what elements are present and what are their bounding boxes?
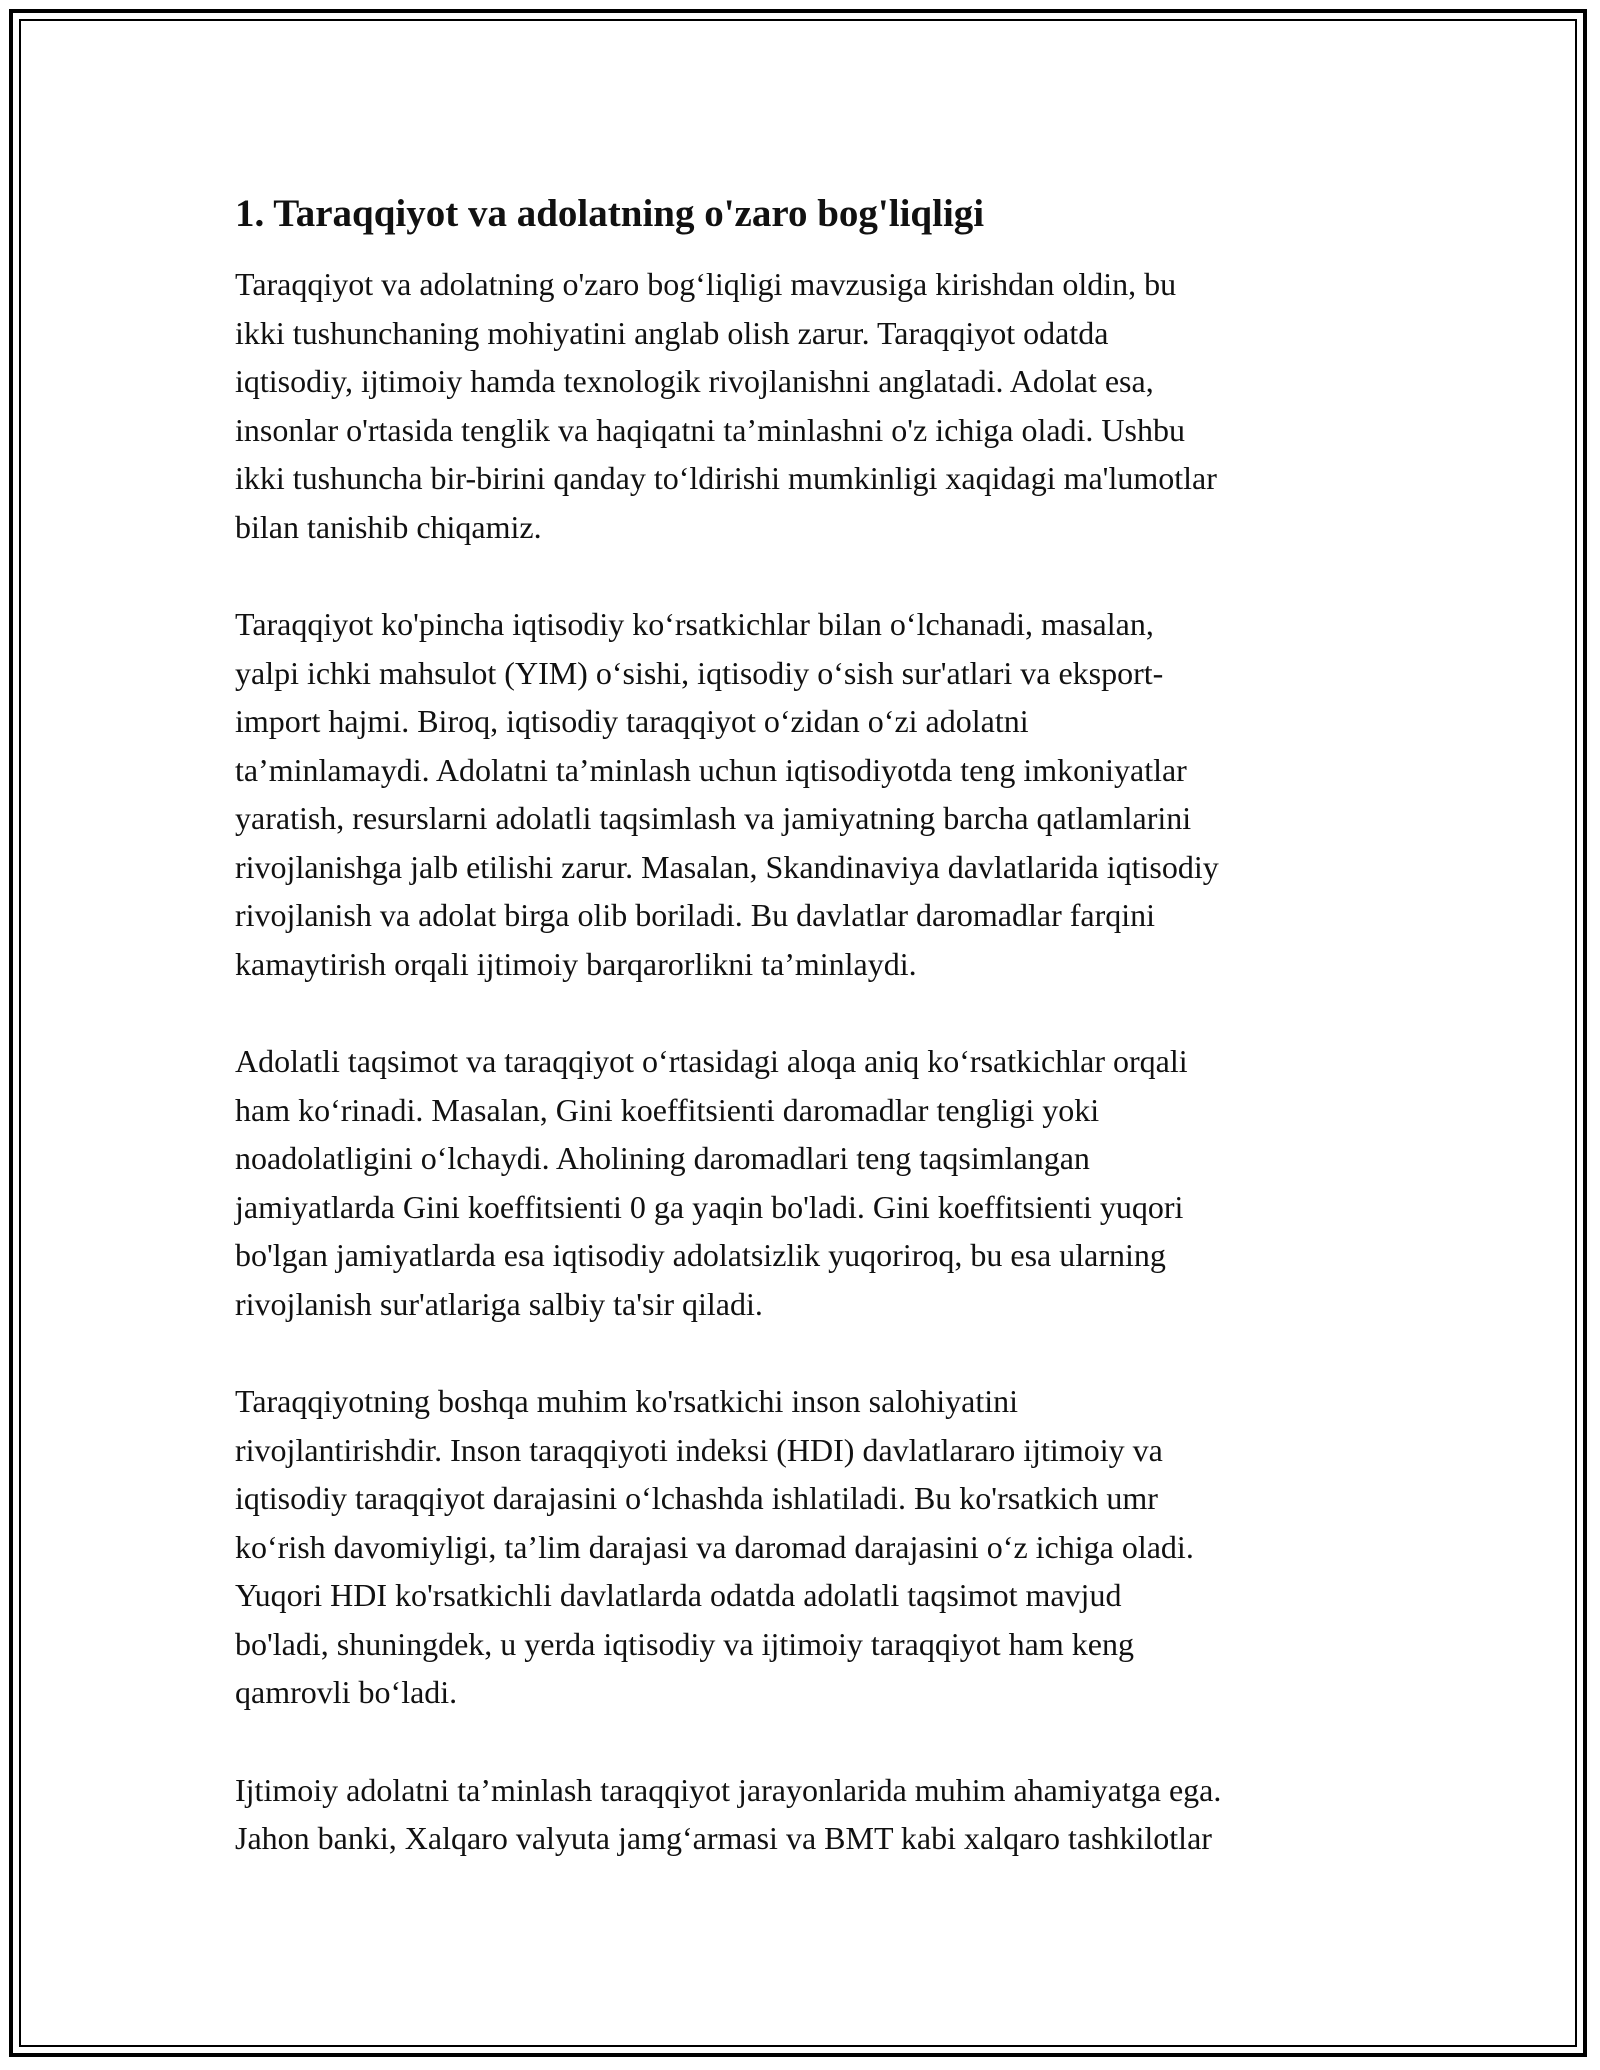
text-line: Taraqqiyotning boshqa muhim ko'rsatkichi inson salohiyatini bbox=[235, 1383, 1018, 1419]
document-body bbox=[235, 186, 1375, 1912]
text-line: rivojlantirishdir. Inson taraqqiyoti indeksi (HDI) davlatlararo ijtimoiy va bbox=[235, 1431, 1163, 1468]
text-line: rivojlanishga jalb etilishi zarur. Masalan, Skandinaviya davlatlarida iqtisodiy bbox=[235, 848, 1219, 885]
section-heading: 1. Taraqqiyot va adolatning o'zaro bog'liqligi bbox=[235, 192, 985, 235]
paragraph bbox=[235, 1037, 1375, 1328]
text-line: qamrovli bo‘ladi. bbox=[235, 1674, 458, 1710]
text-line: bo'ladi, shuningdek, u yerda iqtisodiy va ijtimoiy taraqqiyot ham keng bbox=[235, 1625, 1134, 1662]
paragraph bbox=[235, 600, 1375, 988]
paragraph bbox=[235, 260, 1375, 551]
paragraph bbox=[235, 1766, 1375, 1863]
text-line: ta’minlamaydi. Adolatni ta’minlash uchun iqtisodiyotda teng imkoniyatlar bbox=[235, 751, 1187, 788]
text-line: noadolatligini o‘lchaydi. Aholining daromadlari teng taqsimlangan bbox=[235, 1140, 1090, 1176]
text-line: bo'lgan jamiyatlarda esa iqtisodiy adolatsizlik yuqoriroq, bu esa ularning bbox=[235, 1237, 1166, 1273]
paragraph bbox=[235, 1377, 1375, 1717]
text-line: Taraqqiyot ko'pincha iqtisodiy ko‘rsatkichlar bilan o‘lchanadi, masalan, bbox=[235, 606, 1154, 642]
text-line: Taraqqiyot va adolatning o'zaro bog‘liqligi mavzusiga kirishdan oldin, bu bbox=[235, 266, 1177, 302]
text-line: Adolatli taqsimot va taraqqiyot o‘rtasidagi aloqa aniq ko‘rsatkichlar orqali bbox=[235, 1043, 1188, 1079]
text-line: ikki tushunchaning mohiyatini anglab olish zarur. Taraqqiyot odatda bbox=[235, 314, 1109, 351]
text-line: ko‘rish davomiyligi, ta’lim darajasi va daromad darajasini o‘z ichiga oladi. bbox=[235, 1528, 1194, 1565]
text-line: iqtisodiy taraqqiyot darajasini o‘lchashda ishlatiladi. Bu ko'rsatkich umr bbox=[235, 1480, 1158, 1516]
text-line: kamaytirish orqali ijtimoiy barqarorlikni ta’minlaydi. bbox=[235, 945, 917, 982]
text-line: Yuqori HDI ko'rsatkichli davlatlarda odatda adolatli taqsimot mavjud bbox=[235, 1577, 1122, 1613]
text-line: Jahon banki, Xalqaro valyuta jamg‘armasi va BMT kabi xalqaro tashkilotlar bbox=[235, 1820, 1212, 1856]
text-line: yaratish, resurslarni adolatli taqsimlash va jamiyatning barcha qatlamlarini bbox=[235, 800, 1192, 836]
text-line: ikki tushuncha bir-birini qanday to‘ldirishi mumkinligi xaqidagi ma'lumotlar bbox=[235, 460, 1217, 496]
text-line: rivojlanish sur'atlariga salbiy ta'sir qiladi. bbox=[235, 1285, 763, 1322]
text-line: rivojlanish va adolat birga olib boriladi. Bu davlatlar daromadlar farqini bbox=[235, 897, 1156, 933]
text-line: bilan tanishib chiqamiz. bbox=[235, 508, 542, 545]
paragraphs-container bbox=[235, 260, 1375, 1863]
text-line: yalpi ichki mahsulot (YIM) o‘sishi, iqtisodiy o‘sish sur'atlari va eksport- bbox=[235, 654, 1164, 691]
text-line: ham ko‘rinadi. Masalan, Gini koeffitsienti daromadlar tengligi yoki bbox=[235, 1091, 1100, 1128]
text-line: iqtisodiy, ijtimoiy hamda texnologik rivojlanishni anglatadi. Adolat esa, bbox=[235, 363, 1154, 399]
text-line: jamiyatlarda Gini koeffitsienti 0 ga yaqin bo'ladi. Gini koeffitsienti yuqori bbox=[235, 1188, 1184, 1225]
text-line: import hajmi. Biroq, iqtisodiy taraqqiyot o‘zidan o‘zi adolatni bbox=[235, 703, 1029, 739]
text-line: Ijtimoiy adolatni ta’minlash taraqqiyot jarayonlarida muhim ahamiyatga ega. bbox=[235, 1771, 1222, 1808]
text-line: insonlar o'rtasida tenglik va haqiqatni ta’minlashni o'z ichiga oladi. Ushbu bbox=[235, 411, 1185, 448]
